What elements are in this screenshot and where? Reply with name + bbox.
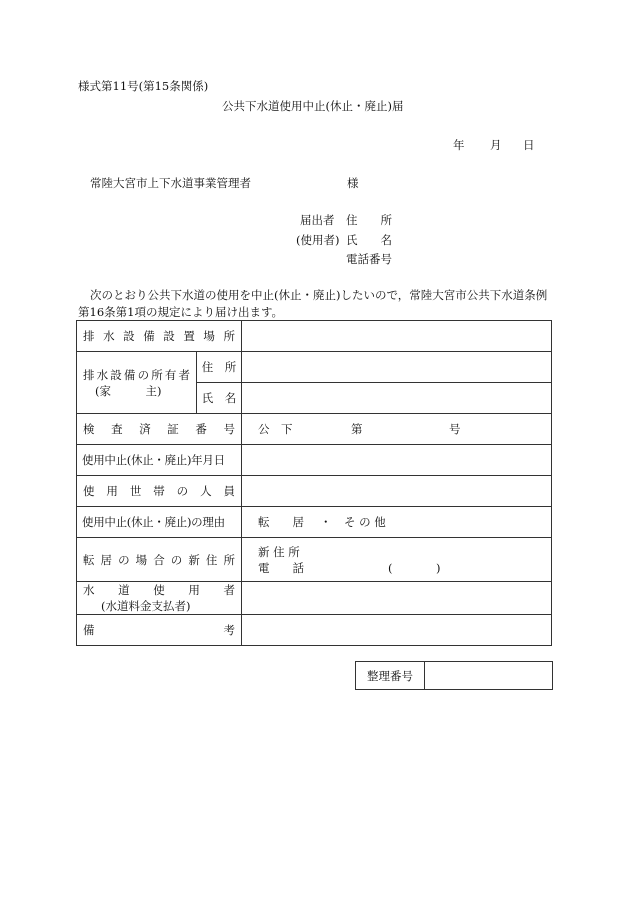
row-household	[77, 476, 552, 507]
new-address-label: 転居の場合の新住所	[77, 538, 242, 582]
inspection-dai: 第	[351, 422, 363, 436]
form-title: 公共下水道使用中止(休止・廃止)届	[222, 99, 404, 113]
new-phone-label: 電 話	[258, 560, 304, 575]
reason-field[interactable]	[242, 507, 552, 538]
water-user-sub-label: (水道料金支払者)	[101, 599, 191, 613]
stop-date-label: 使用中止(休止・廃止)年月日	[77, 445, 242, 476]
owner-label: 排水設備の所有者	[83, 367, 190, 382]
applicant-block	[296, 211, 392, 270]
addressee-honorific: 様	[347, 176, 359, 190]
statement-text: 次のとおり公共下水道の使用を中止(休止・廃止)したいので，常陸大宮市公共下水道条例第16条第1項の規定により届け出ます。	[78, 288, 548, 319]
applicant-phone-label: 電話番号	[346, 252, 392, 266]
applicant-role: 届出者	[300, 213, 335, 227]
remarks-label: 備考	[77, 615, 242, 646]
row-drain-location	[77, 321, 552, 352]
applicant-role-user: (使用者)	[296, 232, 340, 247]
water-user-label: 水道使用者	[83, 583, 235, 597]
addressee-name: 常陸大宮市上下水道事業管理者	[90, 176, 251, 190]
owner-name-field[interactable]	[242, 383, 552, 414]
water-user-field[interactable]	[242, 582, 552, 615]
row-water-user	[77, 582, 552, 615]
remarks-field[interactable]	[242, 615, 552, 646]
new-address-field[interactable]	[242, 538, 552, 582]
owner-address-field[interactable]	[242, 352, 552, 383]
row-stop-date	[77, 445, 552, 476]
row-remarks	[77, 615, 552, 646]
inspection-prefix: 公 下	[258, 422, 293, 436]
owner-name-label: 氏 名	[197, 383, 242, 414]
row-inspection	[77, 414, 552, 445]
row-reason	[77, 507, 552, 538]
date-day-label: 日	[523, 138, 535, 152]
application-table	[76, 320, 552, 646]
applicant-name-row	[296, 231, 392, 251]
reason-separator: ・	[320, 515, 332, 529]
inspection-field[interactable]	[242, 414, 552, 445]
new-phone-line	[258, 560, 551, 576]
date-month-label: 月	[490, 138, 502, 152]
water-user-label-cell	[77, 582, 242, 615]
drain-location-field[interactable]	[242, 321, 552, 352]
drain-location-label: 排水設備設置場所	[77, 321, 242, 352]
inspection-label: 検査済証番号	[77, 414, 242, 445]
applicant-phone-row	[300, 250, 392, 270]
reason-other[interactable]: そ の 他	[344, 515, 386, 529]
reference-number-box	[355, 661, 553, 690]
applicant-address-label: 住 所	[346, 213, 392, 227]
row-owner-address	[77, 352, 552, 383]
owner-label-cell	[77, 352, 197, 414]
new-address-line-label: 新 住 所	[258, 544, 300, 559]
phone-paren-close: )	[436, 560, 441, 575]
inspection-gou: 号	[449, 422, 461, 436]
owner-sub-label: (家 主)	[95, 383, 162, 398]
applicant-name-label: 氏 名	[346, 232, 392, 247]
row-new-address	[77, 538, 552, 582]
household-label: 使用世帯の人員	[77, 476, 242, 507]
date-year-label: 年	[453, 138, 465, 152]
form-number: 様式第11号(第15条関係)	[78, 79, 209, 93]
household-field[interactable]	[242, 476, 552, 507]
phone-paren-open: (	[388, 560, 393, 575]
date-line	[453, 137, 535, 153]
applicant-role-spacer	[300, 250, 346, 270]
applicant-address-row	[300, 211, 392, 231]
stop-date-field[interactable]	[242, 445, 552, 476]
reference-number-label: 整理番号	[356, 662, 425, 689]
reference-number-field[interactable]	[425, 662, 552, 689]
reason-label: 使用中止(休止・廃止)の理由	[77, 507, 242, 538]
reason-move[interactable]: 転 居	[258, 515, 304, 529]
owner-address-label: 住 所	[197, 352, 242, 383]
